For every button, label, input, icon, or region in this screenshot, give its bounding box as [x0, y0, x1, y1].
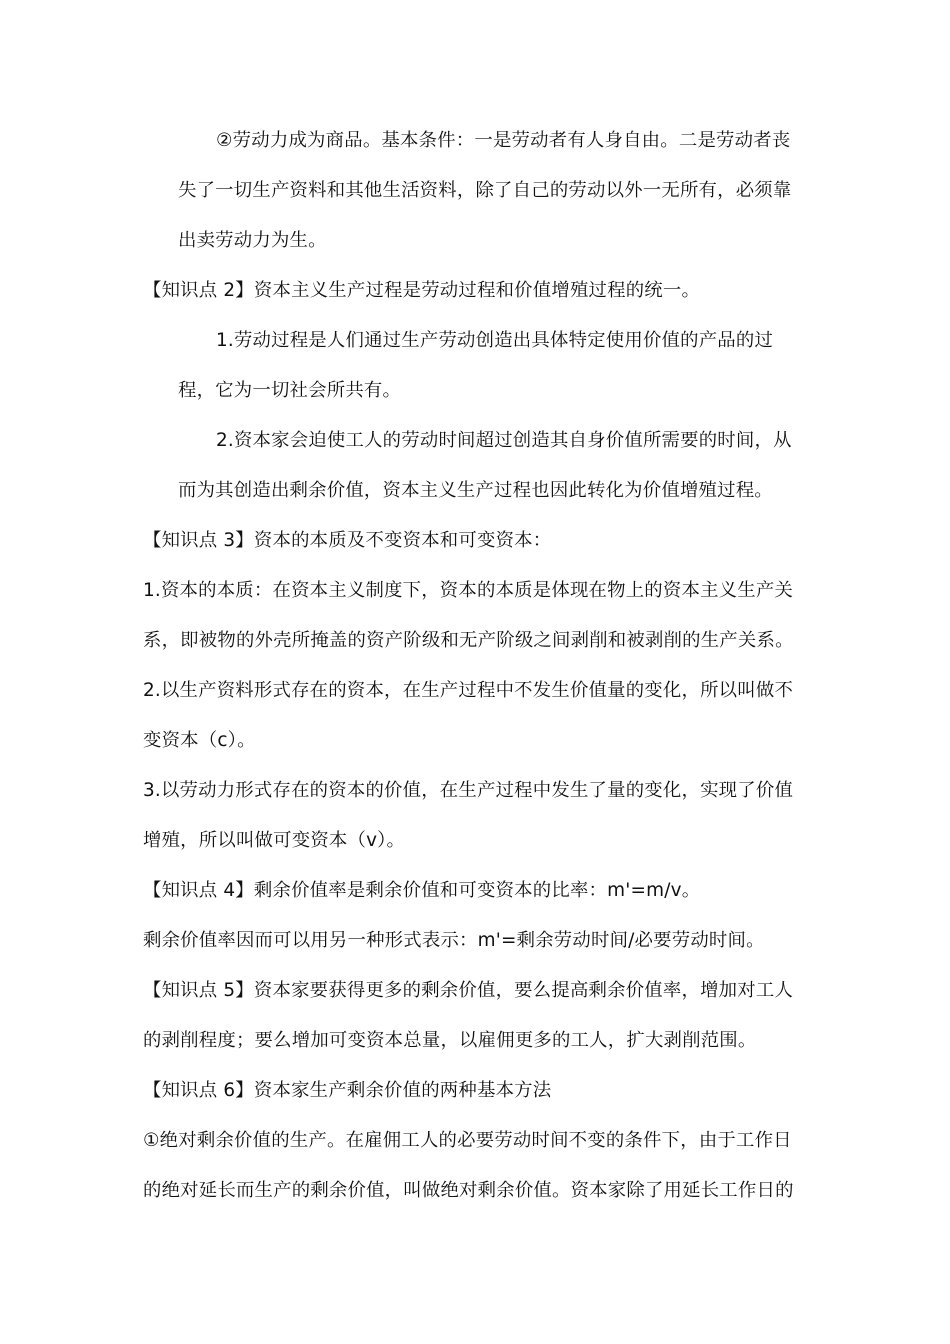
labor-process-line-1: 1.劳动过程是人们通过生产劳动创造出具体特定使用价值的产品的过 [216, 330, 774, 351]
labor-commodity-line-2: 失了一切生产资料和其他生活资料，除了自己的劳动以外一无所有，必须靠 [178, 180, 792, 201]
constant-capital-line-1: 2.以生产资料形式存在的资本，在生产过程中不发生价值量的变化，所以叫做不 [143, 680, 794, 701]
labor-process-line-2: 程，它为一切社会所共有。 [178, 380, 402, 401]
knowledge-point-6-heading: 【知识点 6】资本家生产剩余价值的两种基本方法 [143, 1080, 552, 1101]
constant-capital-line-2: 变资本（c）。 [143, 730, 256, 751]
surplus-creation-line-1: 2.资本家会迫使工人的劳动时间超过创造其自身价值所需要的时间，从 [216, 430, 792, 451]
variable-capital-line-2: 增殖，所以叫做可变资本（v）。 [143, 830, 406, 851]
variable-capital-line-1: 3.以劳动力形式存在的资本的价值，在生产过程中发生了量的变化，实现了价值 [143, 780, 794, 801]
labor-commodity-line-3: 出卖劳动力为生。 [178, 230, 327, 251]
knowledge-point-3-heading: 【知识点 3】资本的本质及不变资本和可变资本： [143, 530, 552, 551]
knowledge-point-2-heading: 【知识点 2】资本主义生产过程是劳动过程和价值增殖过程的统一。 [143, 280, 701, 301]
absolute-surplus-line-2: 的绝对延长而生产的剩余价值，叫做绝对剩余价值。资本家除了用延长工作日的 [143, 1180, 794, 1201]
labor-commodity-line-1: ②劳动力成为商品。基本条件：一是劳动者有人身自由。二是劳动者丧 [216, 130, 791, 151]
absolute-surplus-line-1: ①绝对剩余价值的生产。在雇佣工人的必要劳动时间不变的条件下，由于工作日 [143, 1130, 792, 1151]
knowledge-point-5-line-1: 【知识点 5】资本家要获得更多的剩余价值，要么提高剩余价值率，增加对工人 [143, 980, 794, 1001]
knowledge-point-5-line-2: 的剥削程度；要么增加可变资本总量，以雇佣更多的工人，扩大剥削范围。 [143, 1030, 757, 1051]
capital-essence-line-1: 1.资本的本质：在资本主义制度下，资本的本质是体现在物上的资本主义生产关 [143, 580, 794, 601]
knowledge-point-4-heading: 【知识点 4】剩余价值率是剩余价值和可变资本的比率：m'=m/v。 [143, 880, 701, 901]
surplus-rate-formula-line: 剩余价值率因而可以用另一种形式表示：m'=剩余劳动时间/必要劳动时间。 [143, 930, 765, 951]
surplus-creation-line-2: 而为其创造出剩余价值，资本主义生产过程也因此转化为价值增殖过程。 [178, 480, 773, 501]
capital-essence-line-2: 系，即被物的外壳所掩盖的资产阶级和无产阶级之间剥削和被剥削的生产关系。 [143, 630, 794, 651]
